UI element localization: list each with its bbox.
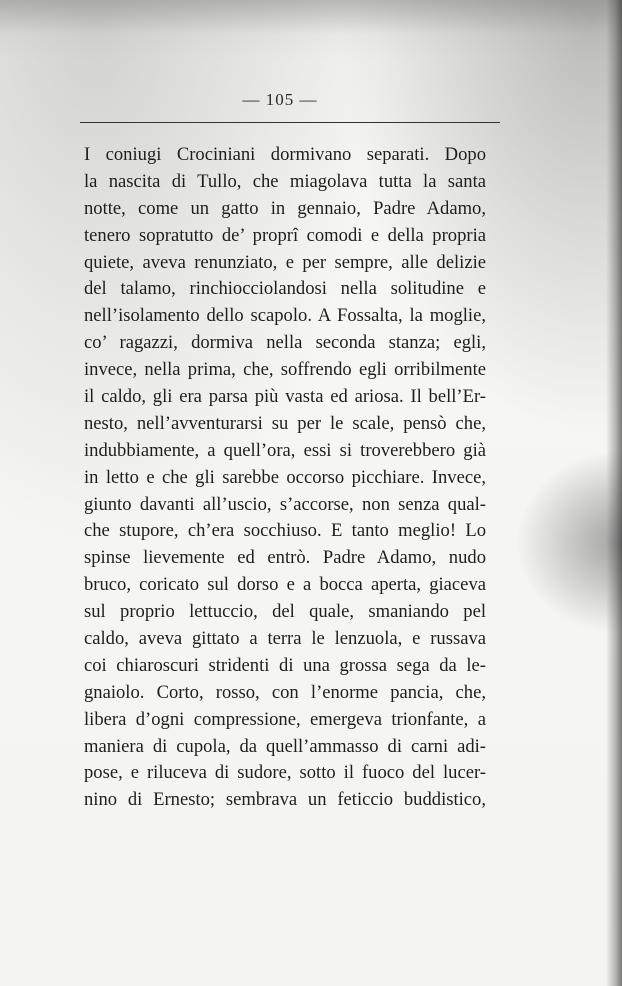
text-line: la nascita di Tullo, che miagolava tutta la santa (84, 170, 486, 192)
text-line: nesto, nell’avventurarsi su per le scale, pensò che, (84, 412, 486, 434)
body-paragraph (84, 142, 486, 814)
text-line: invece, nella prima, che, soffrendo egli orribilmente (84, 359, 486, 381)
text-line: I coniugi Crociniani dormivano separati. Dopo (84, 144, 486, 165)
text-line: nell’isolamento dello scapolo. A Fossalta, la moglie, (84, 305, 486, 327)
text-line: il caldo, gli era parsa più vasta ed ariosa. Il bell’Er- (84, 386, 486, 408)
text-line: giunto davanti all’uscio, s’accorse, non senza qual- (84, 493, 486, 515)
text-line: gnaiolo. Corto, rosso, con l’enorme pancia, che, (84, 681, 486, 703)
text-line: del talamo, rinchiocciolandosi nella solitudine e (84, 278, 486, 300)
header-rule (80, 122, 500, 123)
text-line: caldo, aveva gittato a terra le lenzuola, e russava (84, 628, 486, 650)
text-line: tenero sopratutto de’ proprî comodi e della propria (84, 224, 486, 246)
text-line: quiete, aveva renunziato, e per sempre, alle delizie (84, 251, 486, 273)
text-line: libera d’ogni compressione, emergeva trionfante, a (84, 708, 486, 730)
text-line: notte, come un gatto in gennaio, Padre Adamo, (84, 197, 486, 219)
text-line: nino di Ernesto; sembrava un feticcio buddistico, (84, 789, 486, 811)
text-line: che stupore, ch’era socchiuso. E tanto meglio! Lo (84, 520, 486, 542)
text-line: indubbiamente, a quell’ora, essi si troverebbero già (84, 439, 486, 461)
text-line: coi chiaroscuri stridenti di una grossa sega da le- (84, 654, 486, 676)
page-shadow-right (606, 0, 622, 986)
text-line: in letto e che gli sarebbe occorso picchiare. Invece, (84, 466, 486, 488)
text-line: sul proprio lettuccio, del quale, smaniando pel (84, 601, 486, 623)
page-number: — 105 — (242, 90, 318, 109)
text-line: co’ ragazzi, dormiva nella seconda stanza; egli, (84, 332, 486, 354)
page-shadow-top (0, 0, 622, 34)
text-line: maniera di cupola, da quell’ammasso di carni adi- (84, 735, 486, 757)
text-line: spinse lievemente ed entrò. Padre Adamo, nudo (84, 547, 486, 569)
text-line: pose, e riluceva di sudore, sotto il fuoco del lucer- (84, 762, 486, 784)
text-line: bruco, coricato sul dorso e a bocca aperta, giaceva (84, 574, 486, 596)
